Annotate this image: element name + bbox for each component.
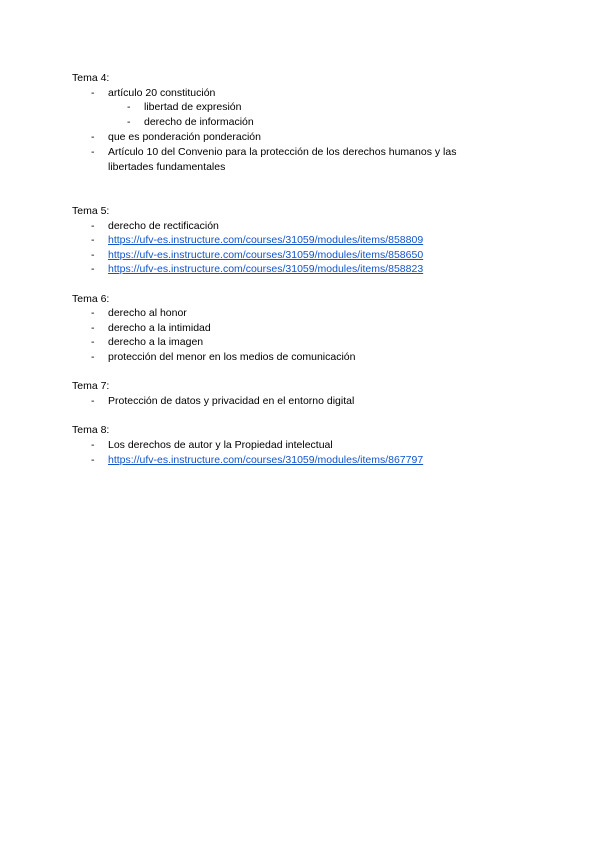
list-item: derecho a la imagen	[108, 336, 204, 348]
bullet-dash: -	[91, 234, 95, 246]
list-item: derecho al honor	[108, 307, 187, 319]
bullet-dash: -	[91, 439, 95, 451]
bullet-dash: -	[91, 87, 95, 99]
section-heading-tema-8: Tema 8:	[72, 424, 110, 436]
bullet-dash: -	[91, 395, 95, 407]
list-item: derecho de información	[144, 116, 254, 128]
list-item: Artículo 10 del Convenio para la protección de los derechos humanos y las	[108, 146, 457, 158]
bullet-dash: -	[91, 146, 95, 158]
bullet-dash: -	[127, 116, 131, 128]
list-item: artículo 20 constitución	[108, 87, 216, 99]
bullet-dash: -	[91, 220, 95, 232]
bullet-dash: -	[91, 351, 95, 363]
section-heading-tema-5: Tema 5:	[72, 205, 110, 217]
list-item: derecho de rectificación	[108, 220, 219, 232]
course-link-867797[interactable]: https://ufv-es.instructure.com/courses/31059/modules/items/867797	[108, 454, 424, 466]
section-heading-tema-6: Tema 6:	[72, 293, 110, 305]
list-item: derecho a la intimidad	[108, 322, 211, 334]
section-heading-tema-7: Tema 7:	[72, 380, 110, 392]
bullet-dash: -	[127, 101, 131, 113]
list-item: Protección de datos y privacidad en el entorno digital	[108, 395, 355, 407]
course-link-858809[interactable]: https://ufv-es.instructure.com/courses/31059/modules/items/858809	[108, 234, 424, 246]
course-link-858823[interactable]: https://ufv-es.instructure.com/courses/31059/modules/items/858823	[108, 263, 424, 275]
section-heading-tema-4: Tema 4:	[72, 72, 110, 84]
bullet-dash: -	[91, 131, 95, 143]
bullet-dash: -	[91, 454, 95, 466]
bullet-dash: -	[91, 336, 95, 348]
bullet-dash: -	[91, 307, 95, 319]
list-item-continuation: libertades fundamentales	[108, 161, 226, 173]
list-item: protección del menor en los medios de comunicación	[108, 351, 356, 363]
list-item: libertad de expresión	[144, 101, 242, 113]
list-item: que es ponderación ponderación	[108, 131, 261, 143]
list-item: Los derechos de autor y la Propiedad intelectual	[108, 439, 333, 451]
bullet-dash: -	[91, 249, 95, 261]
bullet-dash: -	[91, 322, 95, 334]
course-link-858650[interactable]: https://ufv-es.instructure.com/courses/31059/modules/items/858650	[108, 249, 424, 261]
bullet-dash: -	[91, 263, 95, 275]
